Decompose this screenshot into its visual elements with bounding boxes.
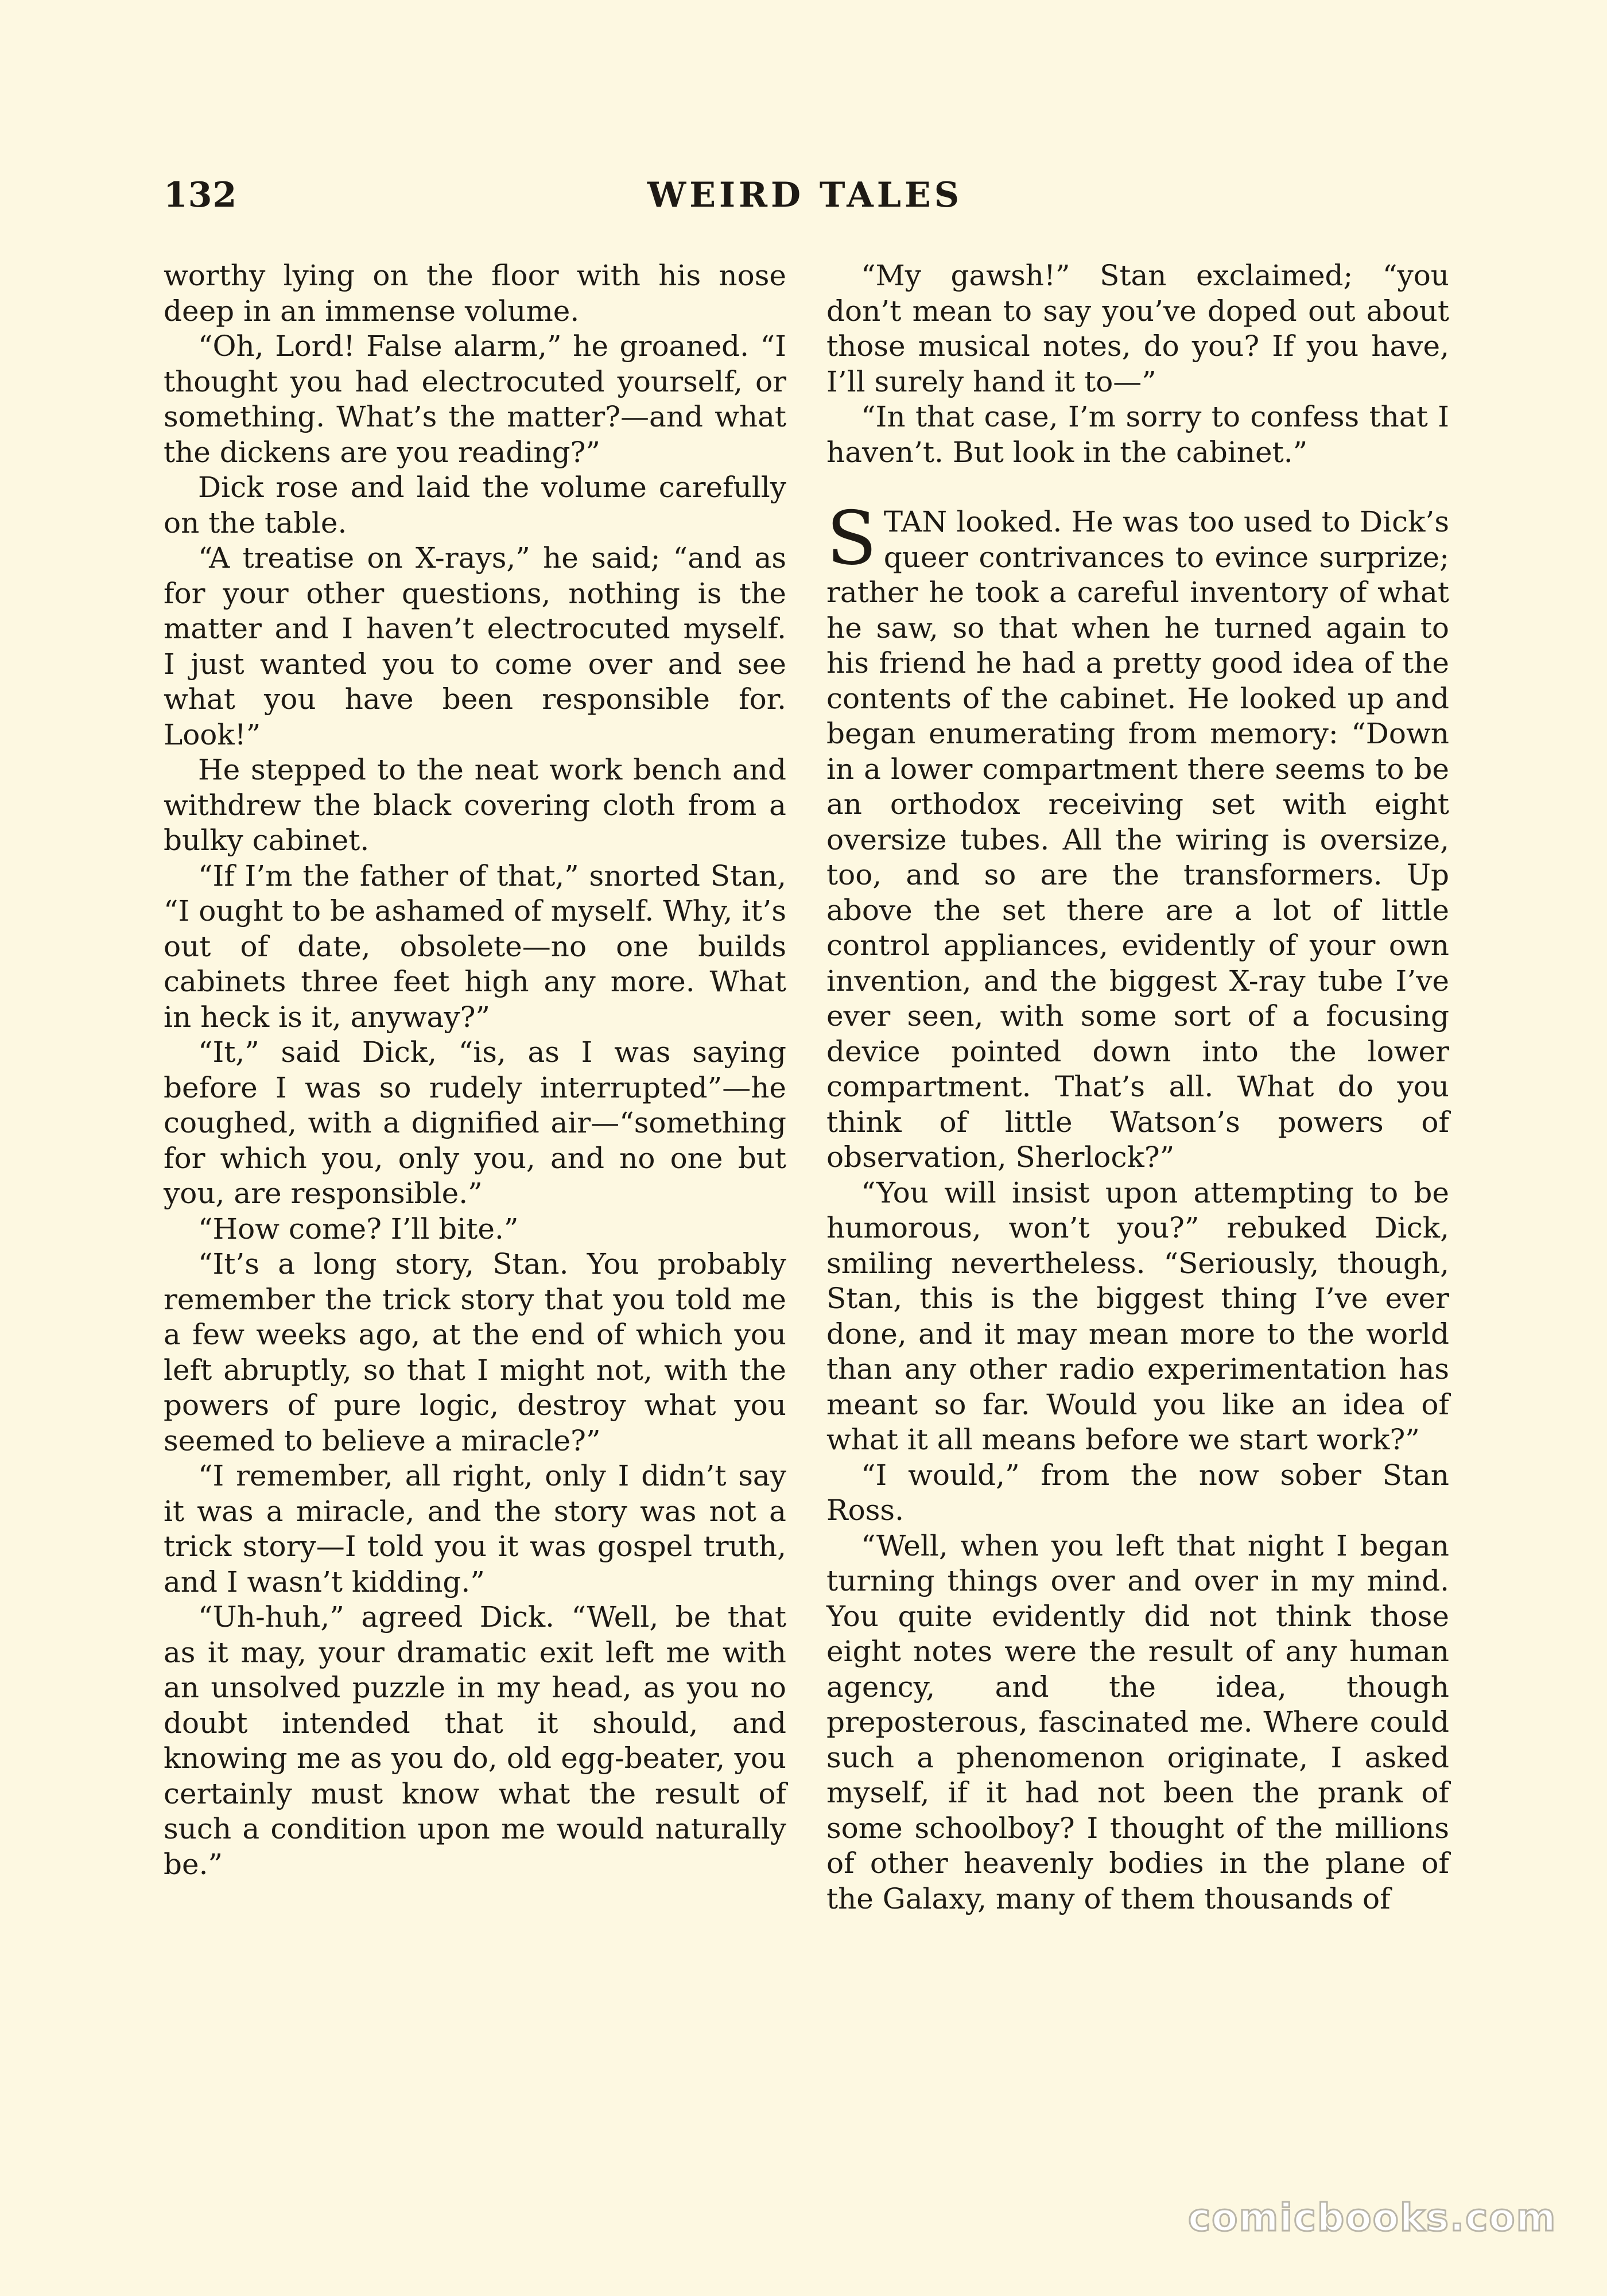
paragraph: “If I’m the father of that,” snorted Stan, “I ought to be ashamed of myself. Why, it’s out of date, obsolete—no one builds cabinets three feet high any more. What in heck is it, anyway?” [164,859,786,1034]
paragraph: “In that case, I’m sorry to confess that I haven’t. But look in the cabinet.” [826,400,1449,469]
paragraph-body: looked. He was too used to Dick’s queer contrivances to evince surprize; rather he took a careful inventory of what he saw, so that when he turned again to his friend he had a pretty good idea of the contents of the cabinet. He looked up and began enumerating from memory: “Down in a lower compartment there seems to be an orthodox receiving set with eight oversize tubes. All the wiring is oversize, too, and so are the transformers. Up above the set there are a lot of little control appliances, evidently of your own invention, and the biggest X-ray tube I’ve ever seen, with some sort of a focusing device pointed down into the lower compartment. That’s all. What do you think of little Watson’s powers of observation, Sherlock?” [826,505,1449,1174]
drop-cap: S [826,496,877,581]
paragraph: “How come? I’ll bite.” [198,1212,519,1246]
magazine-title: WEIRD TALES [647,175,963,215]
paragraph: worthy lying on the floor with his nose deep in an immense volume. [164,259,786,328]
section-opening-paragraph [826,496,1449,1176]
paragraph: “You will insist upon attempting to be humorous, won’t you?” rebuked Dick, smiling nevertheless. “Seriously, though, Stan, this is the biggest thing I’ve ever done, and it may mean more to the world than any other radio experimentation has meant so far. Would you like an idea of what it all means before we start work?” [826,1176,1449,1456]
paragraph: “Oh, Lord! False alarm,” he groaned. “I thought you had electrocuted yourself, or something. What’s the matter?—and what the dickens are you reading?” [164,329,786,469]
paragraph: “A treatise on X-rays,” he said; “and as for your other questions, nothing is the matter and I haven’t electrocuted myself. I just wanted you to come over and see what you have been responsible for. Look!” [164,541,786,751]
section-break [826,470,1449,505]
left-column [164,258,786,1882]
paragraph: “My gawsh!” Stan exclaimed; “you don’t mean to say you’ve doped out about those musical notes, do you? If you have, I’ll surely hand it to—” [826,259,1449,398]
small-caps-lead: TAN [883,505,948,538]
paragraph: “It,” said Dick, “is, as I was saying before I was so rudely interrupted”—he coughed, with a dignified air—“something for which you, only you, and no one but you, are responsible.” [164,1035,786,1210]
paragraph: Dick rose and laid the volume carefully on the table. [164,471,786,540]
page-header [164,175,1446,221]
paragraph: “Well, when you left that night I began turning things over and over in my mind. You quite evidently did not think those eight notes were the result of any human agency, and the idea, though preposterous, fascinated me. Where could such a phenomenon originate, I asked myself, if it had not been the prank of some schoolboy? I thought of the millions of other heavenly bodies in the plane of the Galaxy, many of them thousands of [826,1529,1449,1915]
paragraph: “I would,” from the now sober Stan Ross. [826,1458,1449,1527]
paragraph: “Uh-huh,” agreed Dick. “Well, be that as it may, your dramatic exit left me with an unsolved puzzle in my head, as you no doubt intended that it should, and knowing me as you do, old egg-beater, you certainly must know what the result of such a condition upon me would naturally be.” [164,1600,786,1881]
paragraph: “It’s a long story, Stan. You probably remember the trick story that you told me a few weeks ago, at the end of which you left abruptly, so that I might not, with the powers of pure logic, destroy what you seemed to believe a miracle?” [164,1247,786,1457]
right-column [826,258,1449,1917]
site-watermark: comicbooks.com [1188,2196,1557,2240]
paragraph: “I remember, all right, only I didn’t say it was a miracle, and the story was not a trick story—I told you it was gospel truth, and I wasn’t kidding.” [164,1459,786,1599]
paragraph: He stepped to the neat work bench and withdrew the black covering cloth from a bulky cabinet. [164,753,786,857]
page-number: 132 [164,175,238,215]
